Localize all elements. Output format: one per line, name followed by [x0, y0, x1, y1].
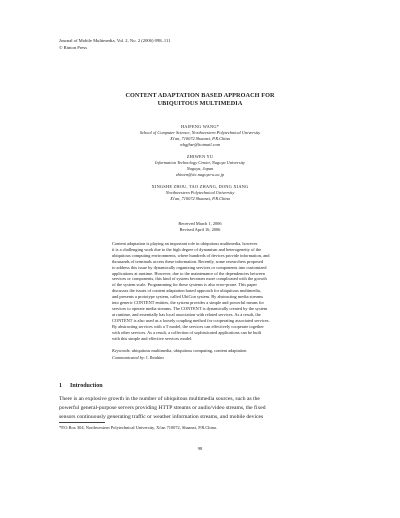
- communicated-text: : I. Ibrahim: [143, 355, 164, 360]
- abstract-line: Content adaptation is playing an important role in ubiquitous multimedia, however: [112, 241, 258, 246]
- received-date: Received March 1, 2006: [178, 221, 222, 226]
- footnote-rule: [59, 422, 105, 423]
- abstract-line: CONTENT is also used as a loosely coupling method for cooperating associated services.: [112, 317, 270, 323]
- author-block-3: [40, 184, 360, 202]
- author-affiliation: School of Computer Science, Northwestern Polytechnical University: [139, 130, 261, 135]
- abstract-line: to address this issue by dynamically organizing services or components into customized: [112, 264, 267, 270]
- keywords-text: : ubiquitous multimedia, ubiquitous computing, content adaptation: [129, 348, 247, 353]
- title-line-2: UBIQUITOUS MULTIMEDIA: [157, 100, 243, 107]
- author-block-2: [40, 154, 360, 178]
- keywords-label: Keywords: [112, 348, 130, 353]
- paper-title: [40, 92, 360, 108]
- section-number: 1: [59, 383, 62, 389]
- journal-citation: Journal of Mobile Multimedia, Vol. 2, No. 2 (2006) 098–111: [59, 38, 171, 43]
- abstract-line: applications at runtime. However, due to the maintenance of the dependencies between: [112, 270, 265, 276]
- author-name: HAIFENG WANG*: [180, 124, 220, 129]
- author-email: whgjhzr@hotmail.com: [179, 142, 221, 147]
- section-heading: [59, 383, 103, 389]
- abstract-line: and presents a prototype system, called UbiCon system. By abstracting media streams: [112, 294, 264, 300]
- abstract-line: of the system scale. Programming for these systems is also error-prone. This paper: [112, 282, 257, 288]
- keywords: [112, 348, 337, 354]
- abstract-line: ubiquitous computing environments, where hundreds of devices provide information, and: [112, 252, 270, 258]
- page-number: 98: [197, 446, 203, 451]
- abstract-line: discusses the issues of content adaptation based approach for ubiquitous multimedia,: [112, 288, 261, 294]
- body-line: sensors continuously generating traffic or weather information streams, and mobile devices: [59, 413, 264, 420]
- author-address: Xi'an, 710072 Shaanxi, P.R.China: [170, 136, 230, 141]
- author-block-1: [40, 124, 360, 148]
- section-title: Introduction: [70, 383, 103, 389]
- communicated-by: [112, 355, 337, 361]
- author-affiliation: Information Technology Center, Nagoya University: [155, 160, 245, 165]
- abstract-line: By abstracting services with a T model, the services can effectively cooperate together: [112, 323, 264, 329]
- body-line: powerful general-purpose servers providing HTTP streams or audio/video streams, the fixed: [59, 404, 266, 411]
- author-address: Xi'an, 710072 Shaanxi, P.R.China: [170, 196, 230, 201]
- abstract-line: it is a challenging work due to the high degree of dynamism and heterogeneity of the: [112, 246, 262, 252]
- abstract-line: with other services. As a result, a collection of sophisticated applications can be built: [112, 329, 262, 335]
- abstract-line: with this simple and effective services model.: [112, 335, 193, 341]
- abstract: [112, 241, 337, 341]
- dates-block: [40, 221, 360, 233]
- abstract-line: services to operate media streams. The CONTENT is dynamically created by the system: [112, 305, 268, 311]
- communicated-label: Communicated by: [112, 355, 144, 360]
- body-line: There is an explosive growth in the number of ubiquitous multimedia sources, such as the: [59, 396, 260, 402]
- author-email: zhiwen@itc.nagoya-u.ac.jp: [175, 172, 225, 177]
- author-affiliation: Northwestern Polytechnical University: [165, 190, 235, 195]
- title-line-1: CONTENT ADAPTATION BASED APPROACH FOR: [125, 92, 275, 99]
- footnote: *P.O.Box 304, Northwestern Polytechnical University, Xi'an 710072, Shaanxi, P.R.China.: [59, 425, 217, 430]
- revised-date: Revised April 16, 2006: [179, 227, 221, 232]
- abstract-line: at runtime, and essentially has local association with related services. As a result, the: [112, 311, 261, 317]
- abstract-line: services or components, this kind of system becomes more complicated with the growth: [112, 276, 267, 282]
- abstract-line: thousands of terminals access these information. Recently, some researchers proposed: [112, 258, 264, 264]
- author-address: Nagoya, Japan: [186, 166, 214, 171]
- abstract-line: into generic CONTENT entities, the system provides a simple and powerful means for: [112, 300, 264, 306]
- author-names: XINGSHE ZHOU, TAO ZHANG, DONG XIANG: [151, 184, 249, 189]
- publisher-line: © Rinton Press: [59, 44, 87, 50]
- body-paragraph: [59, 395, 341, 422]
- author-name: ZHIWEN YU: [186, 154, 214, 159]
- running-head: [59, 38, 170, 51]
